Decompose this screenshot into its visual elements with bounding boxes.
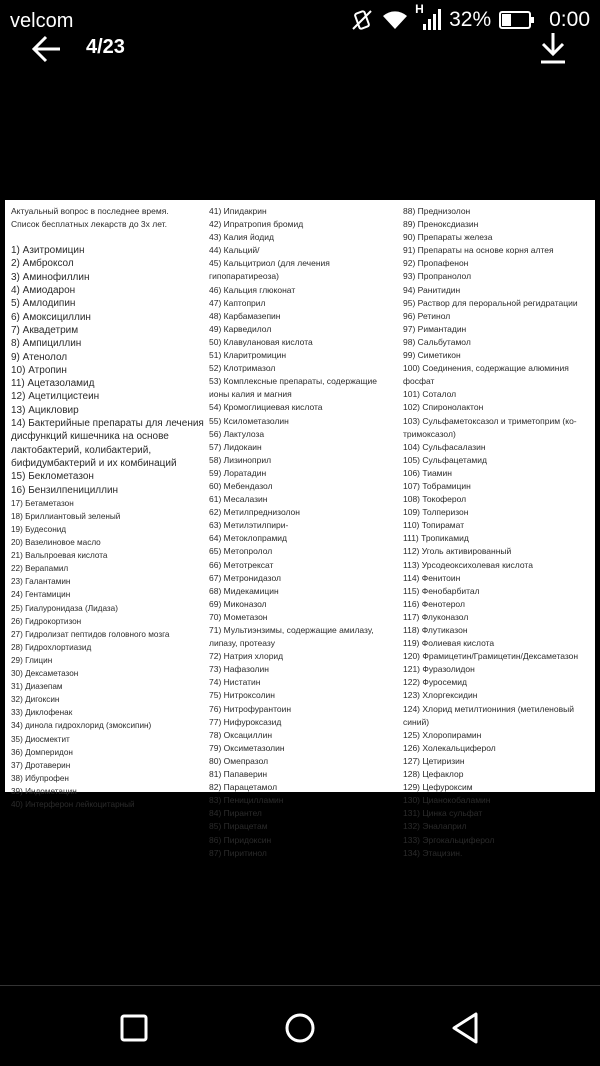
list-item: 117) Флуконазол xyxy=(403,611,469,622)
list-item: 74) Нистатин xyxy=(209,677,261,688)
list-item: 134) Этацизин. xyxy=(403,847,463,858)
list-item: 19) Будесонид xyxy=(11,525,67,535)
list-item: 53) Комплексные препараты, содержащие xyxy=(209,376,377,387)
list-item: 49) Карведилол xyxy=(209,323,272,334)
list-item: 1) Азитромицин xyxy=(11,245,85,257)
list-item: 62) Метилпреднизолон xyxy=(209,507,300,518)
list-item: 18) Бриллиантовый зеленый xyxy=(11,511,121,521)
list-item: ионы калия и магния xyxy=(209,389,292,400)
list-item: 82) Парацетамол xyxy=(209,782,278,793)
list-item: 56) Лактулоза xyxy=(209,428,265,439)
list-item: 24) Гентамицин xyxy=(11,590,71,600)
list-item: гипопаратиреоза) xyxy=(209,271,279,282)
list-item: 128) Цефаклор xyxy=(403,769,464,780)
list-item: 94) Ранитидин xyxy=(403,284,461,295)
list-column-1 xyxy=(11,205,207,811)
list-item: 36) Домперидон xyxy=(11,747,73,757)
list-item: 43) Калия йодид xyxy=(209,232,274,243)
list-item: 104) Сульфасалазин xyxy=(403,441,486,452)
list-item: 34) динола гидрохлорид (змоксипин) xyxy=(11,721,152,731)
list-item: 31) Диазепам xyxy=(11,682,63,692)
medicine-list-image xyxy=(5,200,595,858)
list-item: 119) Фолиевая кислота xyxy=(403,638,495,649)
list-item: 9) Атенолол xyxy=(11,351,68,363)
list-item: 60) Мебендазол xyxy=(209,480,273,491)
list-item: 73) Нафазолин xyxy=(209,664,269,675)
list-item: фосфат xyxy=(403,376,435,387)
list-item: 121) Фуразолидон xyxy=(403,664,475,675)
download-icon[interactable] xyxy=(538,30,568,66)
image-counter: 4/23 xyxy=(86,36,125,58)
list-item: дисфункций кишечника на основе xyxy=(11,431,169,443)
list-item: 10) Атропин xyxy=(11,364,67,376)
intro-line: Актуальный вопрос в последнее время. xyxy=(11,206,169,216)
list-item: 95) Раствор для пероральной регидратации xyxy=(403,297,578,308)
list-item: 70) Мометазон xyxy=(209,611,268,622)
list-item: 3) Аминофиллин xyxy=(11,271,90,283)
list-item: 2) Амброксол xyxy=(11,258,74,270)
list-item: 92) Пропафенон xyxy=(403,258,469,269)
list-item: 107) Тобрамицин xyxy=(403,480,471,491)
list-item: 83) Пеницилламин xyxy=(209,795,284,806)
list-item: 88) Преднизолон xyxy=(403,206,471,216)
list-item: 51) Кларитромицин xyxy=(209,350,287,361)
list-item: 11) Ацетазоламид xyxy=(11,378,95,390)
list-item: 41) Ипидакрин xyxy=(209,206,267,216)
battery-percent: 32% xyxy=(449,8,492,31)
list-item: 14) Бактерийные препараты для лечения xyxy=(11,418,204,430)
list-item: 7) Аквадетрим xyxy=(11,324,79,336)
list-item: 112) Уголь активированный xyxy=(403,546,512,557)
list-item: 80) Омепразол xyxy=(209,755,269,766)
list-item: 39) Индометацин xyxy=(11,786,77,796)
list-item: 105) Сульфацетамид xyxy=(403,454,487,465)
list-item: 91) Препараты на основе корня алтея xyxy=(403,245,554,256)
list-item: 81) Папаверин xyxy=(209,769,268,780)
list-item: 129) Цефуроксим xyxy=(403,782,473,793)
list-item: 116) Фенотерол xyxy=(403,598,465,609)
list-item: 55) Ксилометазолин xyxy=(209,415,289,426)
network-type-label: H xyxy=(415,2,424,16)
list-item: 79) Оксиметазолин xyxy=(209,742,285,753)
list-item: 127) Цетиризин xyxy=(403,755,465,766)
list-item: 58) Лизиноприл xyxy=(209,454,272,465)
back-nav-icon[interactable] xyxy=(446,1008,486,1048)
list-item: 22) Верапамил xyxy=(11,564,69,574)
list-item: 69) Миконазол xyxy=(209,598,267,609)
list-item: 99) Симетикон xyxy=(403,350,461,361)
list-item: 30) Дексаметазон xyxy=(11,669,79,679)
list-item: 33) Диклофенак xyxy=(11,708,73,718)
list-item: 67) Метронидазол xyxy=(209,572,281,583)
list-item: липазу, протеазу xyxy=(209,638,275,649)
list-item: бифидумбактерий и их комбинаций xyxy=(11,457,177,469)
list-item: 86) Пиридоксин xyxy=(209,834,272,845)
list-item: 72) Натрия хлорид xyxy=(209,651,284,662)
recent-apps-icon[interactable] xyxy=(114,1008,154,1048)
list-item: 40) Интерферон лейкоцитарный xyxy=(11,799,135,809)
list-item: 17) Бетаметазон xyxy=(11,498,74,508)
list-item: 13) Ацикловир xyxy=(11,404,79,416)
list-item: 32) Дигоксин xyxy=(11,695,60,705)
list-item: 23) Галантамин xyxy=(11,577,71,587)
list-item: 46) Кальция глюконат xyxy=(209,284,296,295)
list-item: 100) Соединения, содержащие алюминия xyxy=(403,363,569,374)
list-item: 124) Хлорид метилтиониния (метиленовый xyxy=(403,703,574,714)
list-item: 25) Гиалуронидаза (Лидаза) xyxy=(11,603,118,613)
list-item: 85) Пирацетам xyxy=(209,821,268,832)
list-item: 76) Нитрофурантоин xyxy=(209,703,292,714)
list-item: лактобактерий, колибактерий, xyxy=(11,444,152,456)
carrier-name: velcom xyxy=(10,10,74,32)
list-item: 66) Метотрексат xyxy=(209,559,274,570)
list-item: 98) Сальбутамол xyxy=(403,336,471,347)
list-item: 28) Гидрохлортиазид xyxy=(11,642,92,652)
list-item: 122) Фуросемид xyxy=(403,677,467,688)
list-item: 125) Хлоропирамин xyxy=(403,729,482,740)
list-item: 120) Фрамицетин/Грамицетин/Дексаметазон xyxy=(403,651,579,662)
list-item: 115) Фенобарбитал xyxy=(403,585,480,596)
list-item: 123) Хлоргексидин xyxy=(403,690,478,701)
list-item: 20) Вазелиновое масло xyxy=(11,538,101,548)
list-item: 5) Амлодипин xyxy=(11,298,76,310)
list-item: синий) xyxy=(403,716,430,727)
list-item: 71) Мультиэнзимы, содержащие амилазу, xyxy=(209,625,374,635)
list-item: 21) Вальпроевая кислота xyxy=(11,551,108,561)
list-item: 87) Пиритинол xyxy=(209,847,267,858)
list-item: 37) Дротаверин xyxy=(11,760,71,770)
list-item: 35) Диосмектит xyxy=(11,734,70,744)
list-item: 52) Клотримазол xyxy=(209,363,276,374)
list-item: 26) Гидрокортизон xyxy=(11,616,82,626)
list-item: 77) Нифуроксазид xyxy=(209,716,282,727)
list-item: 50) Клавулановая кислота xyxy=(209,336,313,347)
clock: 0:00 xyxy=(549,8,590,31)
list-item: 16) Бензилпенициллин xyxy=(11,484,119,496)
list-item: 4) Амиодарон xyxy=(11,285,76,297)
list-item: 106) Тиамин xyxy=(403,467,452,478)
list-item: 65) Метопролол xyxy=(209,546,273,557)
list-item: 89) Преноксдиазин xyxy=(403,219,479,230)
home-icon[interactable] xyxy=(280,1008,320,1048)
list-item: 44) Кальций/ xyxy=(209,245,260,256)
list-item: 103) Сульфаметоксазол и триметоприм (ко- xyxy=(403,415,577,426)
list-item: 29) Глицин xyxy=(11,655,53,665)
list-item: 61) Месалазин xyxy=(209,494,268,505)
list-item: 15) Беклометазон xyxy=(11,471,94,483)
list-item: 110) Топирамат xyxy=(403,520,465,531)
list-item: 48) Карбамазепин xyxy=(209,310,281,321)
list-item: 113) Урсодеоксихолевая кислота xyxy=(403,559,533,570)
app-bar xyxy=(0,26,600,70)
list-item: тримоксазол) xyxy=(403,428,456,439)
list-item: 78) Оксациллин xyxy=(209,729,273,740)
list-item: 57) Лидокаин xyxy=(209,441,262,452)
list-item: 132) Эналаприл xyxy=(403,821,467,832)
list-item: 108) Токоферол xyxy=(403,494,467,505)
list-item: 133) Эргокальциферол xyxy=(403,834,495,845)
list-item: 93) Пропранолол xyxy=(403,271,472,282)
list-item: 54) Кромоглициевая кислота xyxy=(209,402,323,413)
list-item: 6) Амоксициллин xyxy=(11,311,91,323)
list-item: 131) Цинка сульфат xyxy=(403,808,483,819)
back-arrow-icon[interactable] xyxy=(30,32,64,66)
list-item: 38) Ибупрофен xyxy=(11,773,69,783)
list-item: 63) Метилэтилпири- xyxy=(209,520,289,531)
list-item: 101) Соталол xyxy=(403,389,457,400)
list-item: 75) Нитроксолин xyxy=(209,690,275,701)
list-item: 126) Холекальциферол xyxy=(403,742,496,753)
list-column-3 xyxy=(403,205,593,860)
list-item: 118) Флутиказон xyxy=(403,625,468,635)
list-item: 68) Мидекамицин xyxy=(209,585,279,596)
list-item: 64) Метоклопрамид xyxy=(209,533,287,544)
list-item: 42) Ипратропия бромид xyxy=(209,219,304,230)
intro-line: Список бесплатных лекарств до 3х лет. xyxy=(11,219,167,230)
list-column-2 xyxy=(209,205,405,860)
list-item: 109) Толперизон xyxy=(403,507,469,518)
list-item: 8) Ампициллин xyxy=(11,338,82,350)
list-item: 12) Ацетилцистеин xyxy=(11,391,100,403)
navigation-bar xyxy=(0,985,600,1066)
list-item: 130) Цианокобаламин xyxy=(403,795,491,806)
list-item: 114) Фенитоин xyxy=(403,572,461,583)
list-item: 97) Римантадин xyxy=(403,323,467,334)
list-item: 27) Гидролизат пептидов головного мозга xyxy=(11,629,170,639)
list-item: 96) Ретинол xyxy=(403,310,451,321)
list-item: 59) Лоратадин xyxy=(209,467,267,478)
list-item: 111) Тропикамид xyxy=(403,533,469,544)
list-item: 45) Кальцитриол (для лечения xyxy=(209,258,330,269)
list-item: 102) Спиронолактон xyxy=(403,402,484,413)
list-item: 90) Препараты железа xyxy=(403,232,493,243)
list-item: 47) Каптоприл xyxy=(209,297,266,308)
list-item: 84) Пирантел xyxy=(209,808,262,819)
